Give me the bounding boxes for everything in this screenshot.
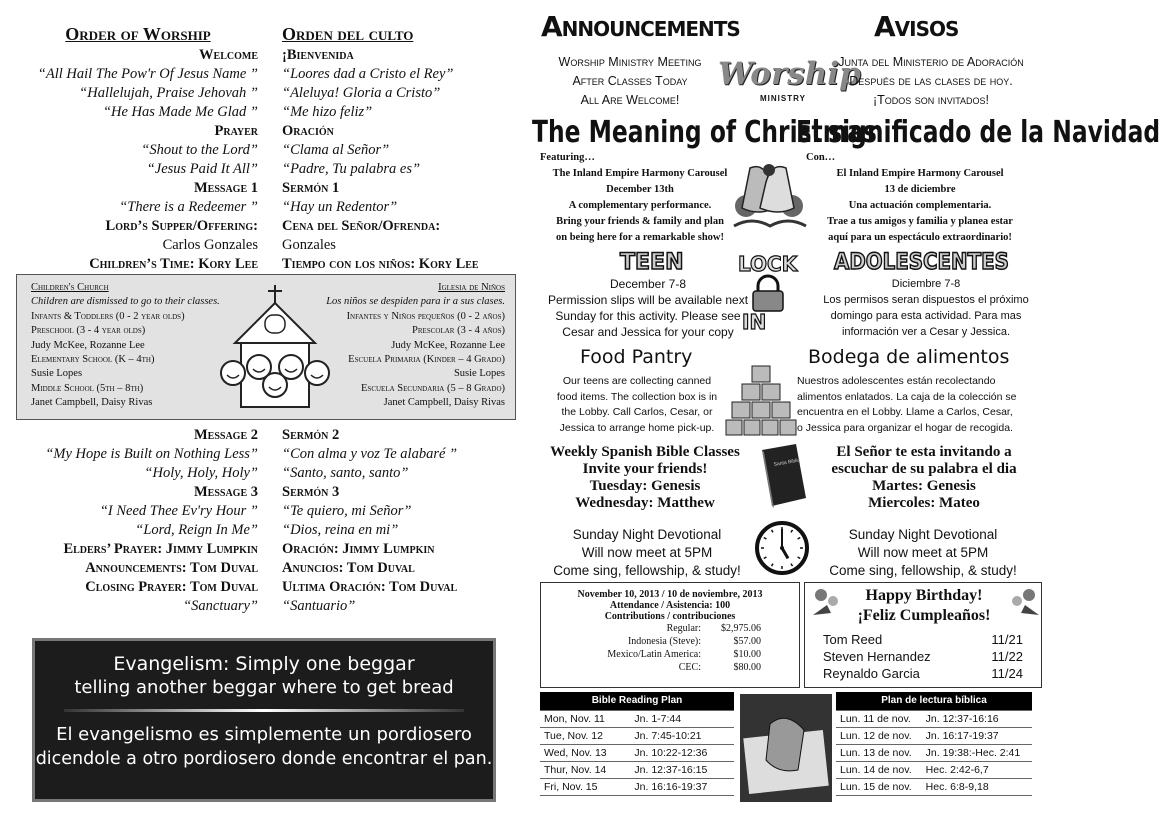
- dev-es-line: Will now meet at 5PM: [857, 545, 989, 560]
- order-of-worship-english-part2: [18, 426, 258, 616]
- contribution-label: Regular:: [666, 623, 701, 634]
- song-title: “Jesus Paid It All”: [146, 161, 258, 177]
- reading-plan-row: [836, 778, 1032, 795]
- name-line: Carlos Gonzales: [162, 237, 258, 253]
- section-heading: Children’s Time: Kory Lee: [89, 256, 258, 272]
- dev-es-line: Sunday Night Devotional: [848, 527, 998, 542]
- teen-es-line: información ver a Cesar y Jessica.: [841, 326, 1011, 338]
- reading-passage: Jn. 16:17-19:37: [922, 727, 1032, 744]
- xmas-es-line: Una actuación complementaria.: [848, 200, 992, 211]
- name-line: Gonzales: [282, 237, 336, 253]
- evangelismo-line-1: El evangelismo es simplemente un pordiosero: [56, 724, 472, 745]
- section-heading: Tiempo con los niños: Kory Lee: [282, 256, 479, 272]
- section-heading: Sermón 1: [282, 180, 340, 196]
- section-heading: Prayer: [214, 123, 258, 139]
- contribution-row: [561, 622, 761, 635]
- section-heading: Sermón 3: [282, 484, 340, 500]
- reading-plan-row: [540, 778, 734, 795]
- birthday-box: [804, 582, 1042, 688]
- childrens-church-line: Escuela Secundaria (5 – 8 Grado): [361, 382, 505, 394]
- section-heading: Elders’ Prayer: Jimmy Lumpkin: [63, 541, 258, 557]
- bible-en-line: Weekly Spanish Bible Classes: [550, 444, 740, 460]
- birthday-row: [823, 665, 1023, 682]
- teen-title: TEEN: [620, 250, 684, 275]
- section-heading: Announcements: Tom Duval: [85, 560, 258, 576]
- song-title: “Holy, Holy, Holy”: [144, 465, 258, 481]
- reading-date: Thur, Nov. 14: [540, 761, 630, 778]
- bodega-title: Bodega de alimentos: [808, 346, 1010, 368]
- reading-plan-row: [540, 761, 734, 778]
- adolescentes-title: ADOLESCENTES: [834, 250, 1009, 275]
- song-title: “All Hail The Pow'r Of Jesus Name ”: [37, 66, 258, 82]
- birthday-name: Reynaldo Garcia: [823, 666, 920, 681]
- bible-reading-plan-spanish: [836, 692, 1032, 796]
- reading-plan-row: [540, 744, 734, 761]
- wm-en-line: After Classes Today: [572, 74, 688, 88]
- wm-en-line: All Are Welcome!: [580, 93, 680, 107]
- section-heading: Oración: [282, 123, 334, 139]
- xmas-es-line: 13 de diciembre: [884, 184, 956, 195]
- song-title: “Clama al Señor”: [282, 142, 390, 158]
- bible-en-line: Wednesday: Matthew: [575, 495, 715, 511]
- childrens-church-line: Infantes y Niños pequeños (0 - 2 años): [346, 310, 505, 322]
- contribution-label: Mexico/Latin America:: [607, 649, 701, 660]
- wm-es-line: Junta del Ministerio de Adoración: [838, 55, 1024, 69]
- orden-del-culto-title: Orden del culto: [282, 24, 414, 44]
- reading-plan-row: [540, 727, 734, 744]
- song-title: “Hay un Redentor”: [282, 199, 398, 215]
- section-heading: Lord’s Supper/Offering:: [105, 218, 258, 234]
- reading-plan-row: [540, 710, 734, 727]
- section-heading: Message 3: [193, 484, 258, 500]
- fp-es-line: alimentos enlatados. La caja de la colección se: [797, 390, 1017, 403]
- children-church-illustration-icon: [215, 281, 335, 415]
- bible-classes-english: [536, 444, 754, 512]
- birthday-date: 11/22: [991, 649, 1023, 664]
- childrens-church-line: Judy McKee, Rozanne Lee: [31, 339, 145, 351]
- childrens-church-line: Judy McKee, Rozanne Lee: [391, 339, 505, 351]
- xmas-en-line: Featuring…: [540, 152, 595, 163]
- childrens-church-line: Elementary School (K – 4th): [31, 354, 155, 366]
- birthday-row: [823, 648, 1023, 665]
- evangelism-line-2: telling another beggar where to get bread: [74, 677, 454, 698]
- childrens-church-line: Iglesia de Niños: [438, 282, 505, 293]
- fp-es-line: Nuestros adolescentes están recolectando: [797, 375, 996, 387]
- feliz-cumpleanos-title: ¡Feliz Cumpleaños!: [857, 607, 991, 624]
- song-title: “Santo, santo, santo”: [282, 465, 409, 481]
- christmas-title-english: The Meaning of Christmas: [532, 115, 877, 150]
- reading-date: Fri, Nov. 15: [540, 778, 630, 795]
- teen-es-line: domingo para esta actividad. Para mas: [830, 310, 1022, 322]
- food-pantry-body-spanish: [797, 374, 1043, 436]
- christmas-title-spanish: El significado de la Navidad: [796, 115, 1160, 150]
- section-heading: Anuncios: Tom Duval: [282, 560, 415, 576]
- worship-meeting-english: [540, 53, 720, 110]
- song-title: “He Has Made Me Glad ”: [102, 104, 258, 120]
- song-title: “Loores dad a Cristo el Rey”: [282, 66, 454, 82]
- contribution-row: [561, 661, 761, 674]
- childrens-church-line: Susie Lopes: [453, 368, 505, 380]
- worship-ministry-logo: [716, 56, 861, 110]
- bible-en-line: Invite your friends!: [582, 461, 708, 477]
- bible-book-icon: [756, 442, 812, 510]
- song-title: “Santuario”: [282, 598, 356, 614]
- contributions-title: Contributions / contribuciones: [604, 611, 736, 622]
- happy-birthday-title: Happy Birthday!: [865, 587, 983, 604]
- section-heading: Welcome: [199, 47, 258, 63]
- fp-en-line: Jessica to arrange home pick-up.: [559, 421, 715, 434]
- childrens-church-line: Preschool (3 - 4 year olds): [31, 325, 146, 337]
- reading-date: Lun. 14 de nov.: [836, 761, 922, 778]
- canned-food-pyramid-icon: [726, 364, 796, 436]
- bible-en-line: Tuesday: Genesis: [589, 478, 701, 494]
- birthday-date: 11/24: [991, 666, 1023, 681]
- teen-body-english: [536, 276, 760, 340]
- xmas-es-line: Con…: [806, 152, 836, 163]
- dev-en-line: Sunday Night Devotional: [572, 527, 722, 542]
- childrens-church-line: Janet Campbell, Daisy Rivas: [383, 397, 505, 409]
- order-of-worship-spanish: [282, 22, 522, 274]
- reading-passage: Hec. 2:42-6,7: [922, 761, 1032, 778]
- song-title: “Te quiero, mi Señor”: [282, 503, 412, 519]
- childrens-church-box: [16, 274, 516, 420]
- christmas-body-spanish: [806, 150, 1034, 246]
- song-title: “Padre, Tu palabra es”: [282, 161, 421, 177]
- evangelismo-line-2: dicendole a otro pordiosero donde encontrar el pan.: [35, 749, 493, 769]
- birthday-name: Steven Hernandez: [823, 649, 931, 664]
- teen-body-spanish: [810, 276, 1042, 340]
- section-heading: Oración: Jimmy Lumpkin: [282, 541, 435, 557]
- song-title: “Sanctuary”: [183, 598, 258, 614]
- bible-book-title: Santa Biblia: [773, 457, 801, 468]
- worship-list-english: [18, 46, 258, 274]
- worship-meeting-spanish: [820, 53, 1042, 110]
- xmas-en-line: The Inland Empire Harmony Carousel: [552, 168, 728, 179]
- reading-date: Mon, Nov. 11: [540, 710, 630, 727]
- clock-icon: [754, 520, 810, 576]
- food-pantry-body-english: [548, 374, 726, 436]
- reading-date: Lun. 12 de nov.: [836, 727, 922, 744]
- attendance: Attendance / Asistencia: 100: [609, 600, 731, 611]
- childrens-church-line: Children are dismissed to go to their classes.: [31, 296, 220, 308]
- devotional-spanish: [810, 526, 1036, 580]
- song-title: “There is a Redeemer ”: [119, 199, 258, 215]
- dev-en-line: Will now meet at 5PM: [581, 545, 713, 560]
- bible-es-line: El Señor te esta invitando a: [836, 444, 1012, 460]
- section-heading: ¡Bienvenida: [282, 47, 354, 63]
- reading-date: Lun. 13 de nov.: [836, 744, 922, 761]
- in-text: IN: [742, 310, 767, 334]
- lock-text: LOCK: [738, 252, 798, 276]
- reading-passage: Jn. 16:16-19:37: [630, 778, 734, 795]
- teen-en-line: Sunday for this activity. Please see: [555, 309, 741, 323]
- order-of-worship-spanish-part2: [282, 426, 522, 616]
- xmas-en-line: December 13th: [606, 184, 674, 195]
- wm-en-line: Worship Ministry Meeting: [558, 55, 702, 69]
- xmas-en-line: on being here for a remarkable show!: [556, 232, 724, 243]
- reading-date: Wed, Nov. 13: [540, 744, 630, 761]
- reading-passage: Jn. 1-7:44: [630, 710, 734, 727]
- bible-classes-spanish: [806, 444, 1042, 512]
- section-heading: Message 2: [193, 427, 258, 443]
- xmas-en-line: A complementary performance.: [568, 200, 712, 211]
- contribution-value: $2,975.06: [721, 623, 761, 634]
- childrens-church-line: Susie Lopes: [31, 368, 83, 380]
- childrens-church-line: Children's Church: [31, 282, 109, 293]
- song-title: “Con alma y voz Te alabaré ”: [282, 446, 458, 462]
- reading-date: Tue, Nov. 12: [540, 727, 630, 744]
- christmas-bells-icon: [730, 156, 808, 238]
- reading-passage: Jn. 10:22-12:36: [630, 744, 734, 761]
- evangelism-line-1: Evangelism: Simply one beggar: [113, 653, 415, 675]
- section-heading: Ultima Oración: Tom Duval: [282, 579, 458, 595]
- reading-plan-row: [836, 744, 1032, 761]
- reading-plan-row: [836, 710, 1032, 727]
- section-heading: Closing Prayer: Tom Duval: [85, 579, 258, 595]
- childrens-church-line: Middle School (5th – 8th): [31, 382, 144, 394]
- childrens-church-line: Janet Campbell, Daisy Rivas: [31, 397, 153, 409]
- fp-es-line: o Jessica para organizar el hogar de recogida.: [797, 421, 1013, 434]
- logo-ministry-text: MINISTRY: [760, 94, 806, 103]
- birthday-row: [823, 631, 1023, 648]
- bible-es-line: Miercoles: Mateo: [868, 495, 980, 511]
- childrens-church-line: Prescolar (3 - 4 años): [412, 325, 505, 337]
- contribution-label: Indonesia (Steve):: [627, 636, 701, 647]
- evangelism-quote-box: [32, 638, 496, 802]
- song-title: “Lord, Reign In Me”: [135, 522, 258, 538]
- wm-es-line: ¡Todos son invitados!: [872, 93, 990, 107]
- fp-es-line: encuentra en el Lobby. Llame a Carlos, Cesar,: [797, 406, 1013, 418]
- song-title: “Shout to the Lord”: [141, 142, 258, 158]
- song-title: “I Need Thee Ev'ry Hour ”: [99, 503, 258, 519]
- worship-list-spanish: [282, 46, 522, 274]
- reading-plan-row: [836, 761, 1032, 778]
- xmas-es-line: Trae a tus amigos y familia y planea estar: [827, 216, 1013, 227]
- reading-passage: Jn. 12:37-16:16: [922, 710, 1032, 727]
- song-title: “My Hope is Built on Nothing Less”: [45, 446, 258, 462]
- brp-es-title: Plan de lectura bíblica: [836, 692, 1032, 710]
- contribution-value: $80.00: [733, 662, 761, 673]
- section-heading: Message 1: [193, 180, 258, 196]
- teen-en-line: Cesar and Jessica for your copy: [562, 325, 734, 339]
- bible-reading-plan-english: [540, 692, 734, 796]
- reading-date: Lun. 11 de nov.: [836, 710, 922, 727]
- contribution-row: [561, 635, 761, 648]
- contribution-label: CEC:: [678, 662, 701, 673]
- reading-passage: Jn. 19:38:-Hec. 2:41: [922, 744, 1032, 761]
- wm-es-line: Después de las clases de hoy.: [849, 74, 1013, 88]
- stats-title: November 10, 2013 / 10 de noviembre, 2013: [577, 589, 763, 600]
- childrens-church-line: Infants & Toddlers (0 - 2 year olds): [31, 310, 185, 322]
- contribution-value: $57.00: [733, 636, 761, 647]
- food-pantry-title: Food Pantry: [580, 346, 693, 368]
- quote-divider: [64, 709, 464, 712]
- order-of-worship-title: Order of Worship: [65, 24, 211, 44]
- teen-es-line: Diciembre 7-8: [891, 278, 961, 290]
- dev-es-line: Come sing, fellowship, & study!: [829, 563, 1017, 578]
- birthday-date: 11/21: [991, 632, 1023, 647]
- song-title: “Hallelujah, Praise Jehovah ”: [79, 85, 258, 101]
- contributions-list: [561, 622, 761, 674]
- song-title: “Me hizo feliz”: [282, 104, 373, 120]
- fp-en-line: the Lobby. Call Carlos, Cesar, or: [561, 406, 713, 418]
- birthday-name: Tom Reed: [823, 632, 883, 647]
- song-title: “Dios, reina en mi”: [282, 522, 399, 538]
- avisos-title: Avisos: [874, 10, 959, 43]
- birthday-list: [823, 631, 1023, 682]
- bible-es-line: Martes: Genesis: [872, 478, 976, 494]
- reading-passage: Jn. 12:37-16:15: [630, 761, 734, 778]
- announcements-title: Announcements: [541, 10, 740, 43]
- stats-box: [540, 582, 800, 688]
- reading-passage: Hec. 6:8-9,18: [922, 778, 1032, 795]
- song-title: “Aleluya! Gloria a Cristo”: [282, 85, 441, 101]
- praying-hands-bible-icon: [740, 694, 832, 802]
- bible-es-line: escuchar de su palabra el dia: [831, 461, 1017, 477]
- teen-en-line: Permission slips will be available next: [547, 293, 749, 307]
- dev-en-line: Come sing, fellowship, & study!: [553, 563, 741, 578]
- reading-date: Lun. 15 de nov.: [836, 778, 922, 795]
- fp-en-line: food items. The collection box is in: [556, 390, 718, 403]
- section-heading: Cena del Señor/Ofrenda:: [282, 218, 441, 234]
- section-heading: Sermón 2: [282, 427, 340, 443]
- brp-en-title: Bible Reading Plan: [540, 692, 734, 710]
- xmas-en-line: Bring your friends & family and plan: [556, 216, 724, 227]
- fp-en-line: Our teens are collecting canned: [562, 375, 712, 387]
- order-of-worship-english: [18, 22, 258, 274]
- childrens-church-line: Escuela Primaria (Kinder – 4 Grado): [348, 354, 505, 366]
- xmas-es-line: El Inland Empire Harmony Carousel: [836, 168, 1004, 179]
- teen-en-line: December 7-8: [609, 277, 687, 291]
- christmas-body-english: [540, 150, 740, 246]
- logo-worship-text: Worship: [718, 56, 861, 92]
- teen-es-line: Los permisos seran dispuestos el próximo: [823, 294, 1029, 306]
- reading-passage: Jn. 7:45-10:21: [630, 727, 734, 744]
- devotional-english: [538, 526, 756, 580]
- xmas-es-line: aquí para un espectáculo extraordinario!: [828, 232, 1012, 243]
- contribution-row: [561, 648, 761, 661]
- reading-plan-row: [836, 727, 1032, 744]
- childrens-church-line: Los niños se despiden para ir a sus clases.: [326, 296, 505, 308]
- contribution-value: $10.00: [733, 649, 761, 660]
